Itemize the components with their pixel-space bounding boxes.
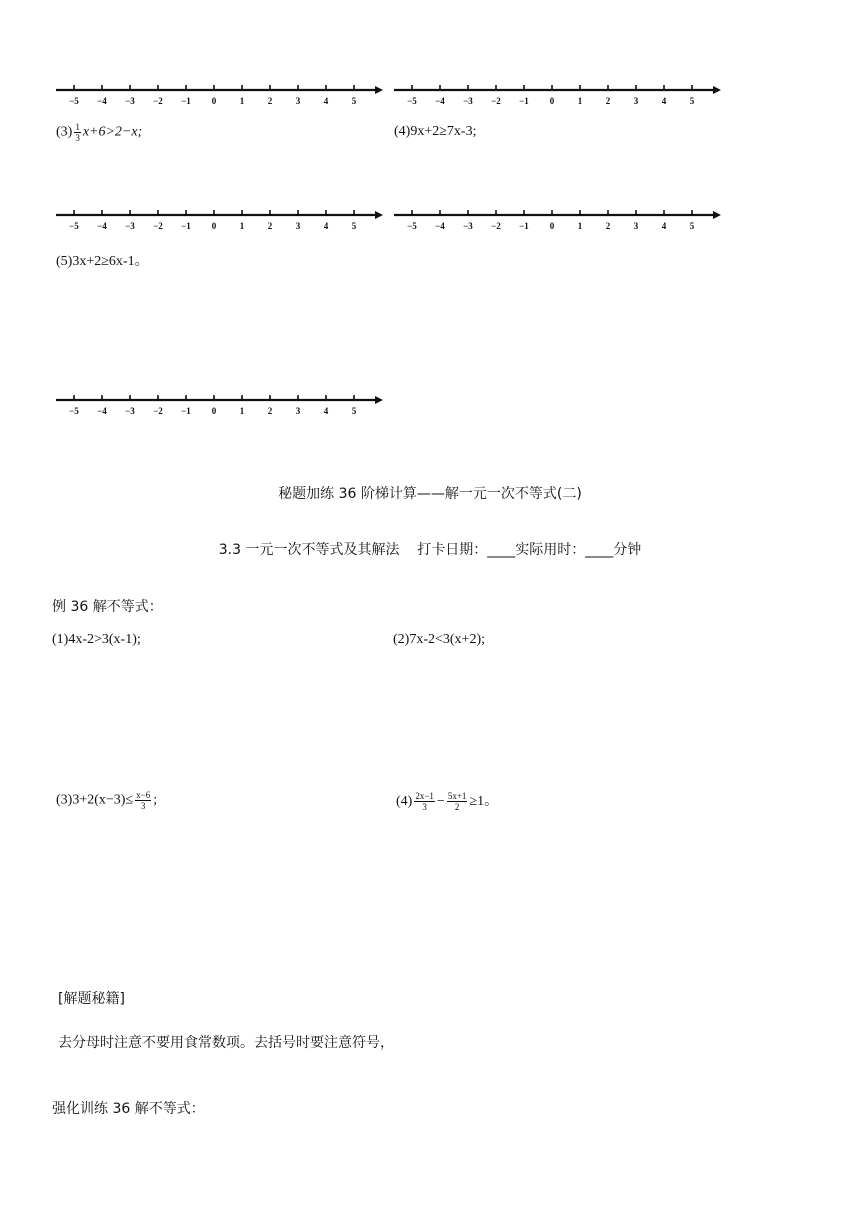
arrow-head bbox=[375, 211, 383, 219]
tick-label: 3 bbox=[633, 96, 639, 106]
tick-label: −2 bbox=[491, 96, 501, 106]
tick-label: 0 bbox=[211, 96, 217, 106]
section-subtitle: 3.3 一元一次不等式及其解法 打卡日期：____实际用时：____分钟 bbox=[218, 542, 642, 558]
tick-label: 5 bbox=[689, 96, 695, 106]
tick-label: 0 bbox=[549, 221, 555, 231]
tick-label: 1 bbox=[239, 221, 245, 231]
tick-label: −1 bbox=[181, 221, 191, 231]
tick-label: −5 bbox=[407, 96, 417, 106]
tick-label: −2 bbox=[153, 406, 163, 416]
number-line-5 bbox=[54, 392, 389, 420]
tick-label: 1 bbox=[577, 221, 583, 231]
tick-label: −1 bbox=[181, 406, 191, 416]
tick-label: 3 bbox=[295, 221, 301, 231]
problem-5: (5)3x+2≥6x-1。 bbox=[56, 254, 149, 269]
tick-label: −2 bbox=[153, 96, 163, 106]
fraction: $\frac{1}{3}$ bbox=[75, 122, 80, 143]
tick-label: 2 bbox=[267, 406, 273, 416]
tips-heading: [解题秘籍] bbox=[58, 991, 125, 1007]
tick-label: 3 bbox=[295, 406, 301, 416]
number-line-4 bbox=[392, 207, 727, 235]
arrow-head bbox=[375, 86, 383, 94]
tick-label: 1 bbox=[239, 406, 245, 416]
tick-label: −5 bbox=[69, 96, 79, 106]
tick-label: 2 bbox=[267, 221, 273, 231]
tick-label: 4 bbox=[661, 96, 667, 106]
example-heading: 例 36 解不等式： bbox=[52, 599, 163, 615]
tick-label: −4 bbox=[435, 221, 445, 231]
tick-label: 0 bbox=[211, 221, 217, 231]
tick-label: −4 bbox=[97, 221, 107, 231]
tick-label: −1 bbox=[519, 221, 529, 231]
fraction: $\frac{x-6}{3}$ bbox=[136, 790, 151, 811]
tick-label: 5 bbox=[351, 96, 357, 106]
fraction: $\frac{5x+1}{2}$ bbox=[447, 791, 467, 813]
tick-label: −1 bbox=[519, 96, 529, 106]
tick-label: −5 bbox=[407, 221, 417, 231]
problem-3: (3) $\frac{1}{3}$ x+6>2−x; bbox=[56, 122, 143, 143]
tick-label: 2 bbox=[605, 221, 611, 231]
tips-text: 去分母时注意不要用食常数项。去括号时要注意符号， bbox=[58, 1035, 394, 1051]
tick-label: −2 bbox=[153, 221, 163, 231]
tick-label: 1 bbox=[239, 96, 245, 106]
arrow-head bbox=[713, 86, 721, 94]
number-line-1 bbox=[54, 82, 389, 110]
tick-label: −5 bbox=[69, 221, 79, 231]
tick-label: 0 bbox=[211, 406, 217, 416]
tick-label: −1 bbox=[181, 96, 191, 106]
number-line-2 bbox=[392, 82, 727, 110]
tick-label: 5 bbox=[689, 221, 695, 231]
arrow-head bbox=[375, 396, 383, 404]
fraction: $\frac{2x-1}{3}$ bbox=[415, 791, 434, 813]
tick-label: 4 bbox=[323, 221, 329, 231]
tick-label: 4 bbox=[323, 406, 329, 416]
tick-label: 3 bbox=[633, 221, 639, 231]
arrow-head bbox=[713, 211, 721, 219]
section-title: 秘题加练 36 阶梯计算——解一元一次不等式(二) bbox=[278, 486, 582, 502]
tick-label: 2 bbox=[605, 96, 611, 106]
training-heading: 强化训练 36 解不等式： bbox=[52, 1101, 205, 1117]
example-q2: (2)7x-2<3(x+2); bbox=[393, 632, 485, 647]
tick-label: −3 bbox=[125, 221, 135, 231]
tick-label: 4 bbox=[323, 96, 329, 106]
tick-label: −4 bbox=[435, 96, 445, 106]
tick-label: −2 bbox=[491, 221, 501, 231]
tick-label: −4 bbox=[97, 96, 107, 106]
tick-label: −3 bbox=[463, 221, 473, 231]
tick-label: −5 bbox=[69, 406, 79, 416]
tick-label: −3 bbox=[125, 406, 135, 416]
tick-label: −3 bbox=[463, 96, 473, 106]
example-q3: (3)3+2(x−3)≤ $\frac{x-6}{3}$ ; bbox=[56, 790, 158, 811]
tick-label: 5 bbox=[351, 406, 357, 416]
tick-label: 4 bbox=[661, 221, 667, 231]
number-line-3 bbox=[54, 207, 389, 235]
problem-4: (4)9x+2≥7x-3; bbox=[394, 124, 477, 139]
example-q1: (1)4x-2>3(x-1); bbox=[52, 632, 141, 647]
tick-label: 5 bbox=[351, 221, 357, 231]
tick-label: 2 bbox=[267, 96, 273, 106]
tick-label: 3 bbox=[295, 96, 301, 106]
tick-label: −4 bbox=[97, 406, 107, 416]
tick-label: 0 bbox=[549, 96, 555, 106]
tick-label: 1 bbox=[577, 96, 583, 106]
tick-label: −3 bbox=[125, 96, 135, 106]
example-q4: (4) $\frac{2x-1}{3}$ − $\frac{5x+1}{2}$ ≥1。 bbox=[396, 791, 499, 813]
